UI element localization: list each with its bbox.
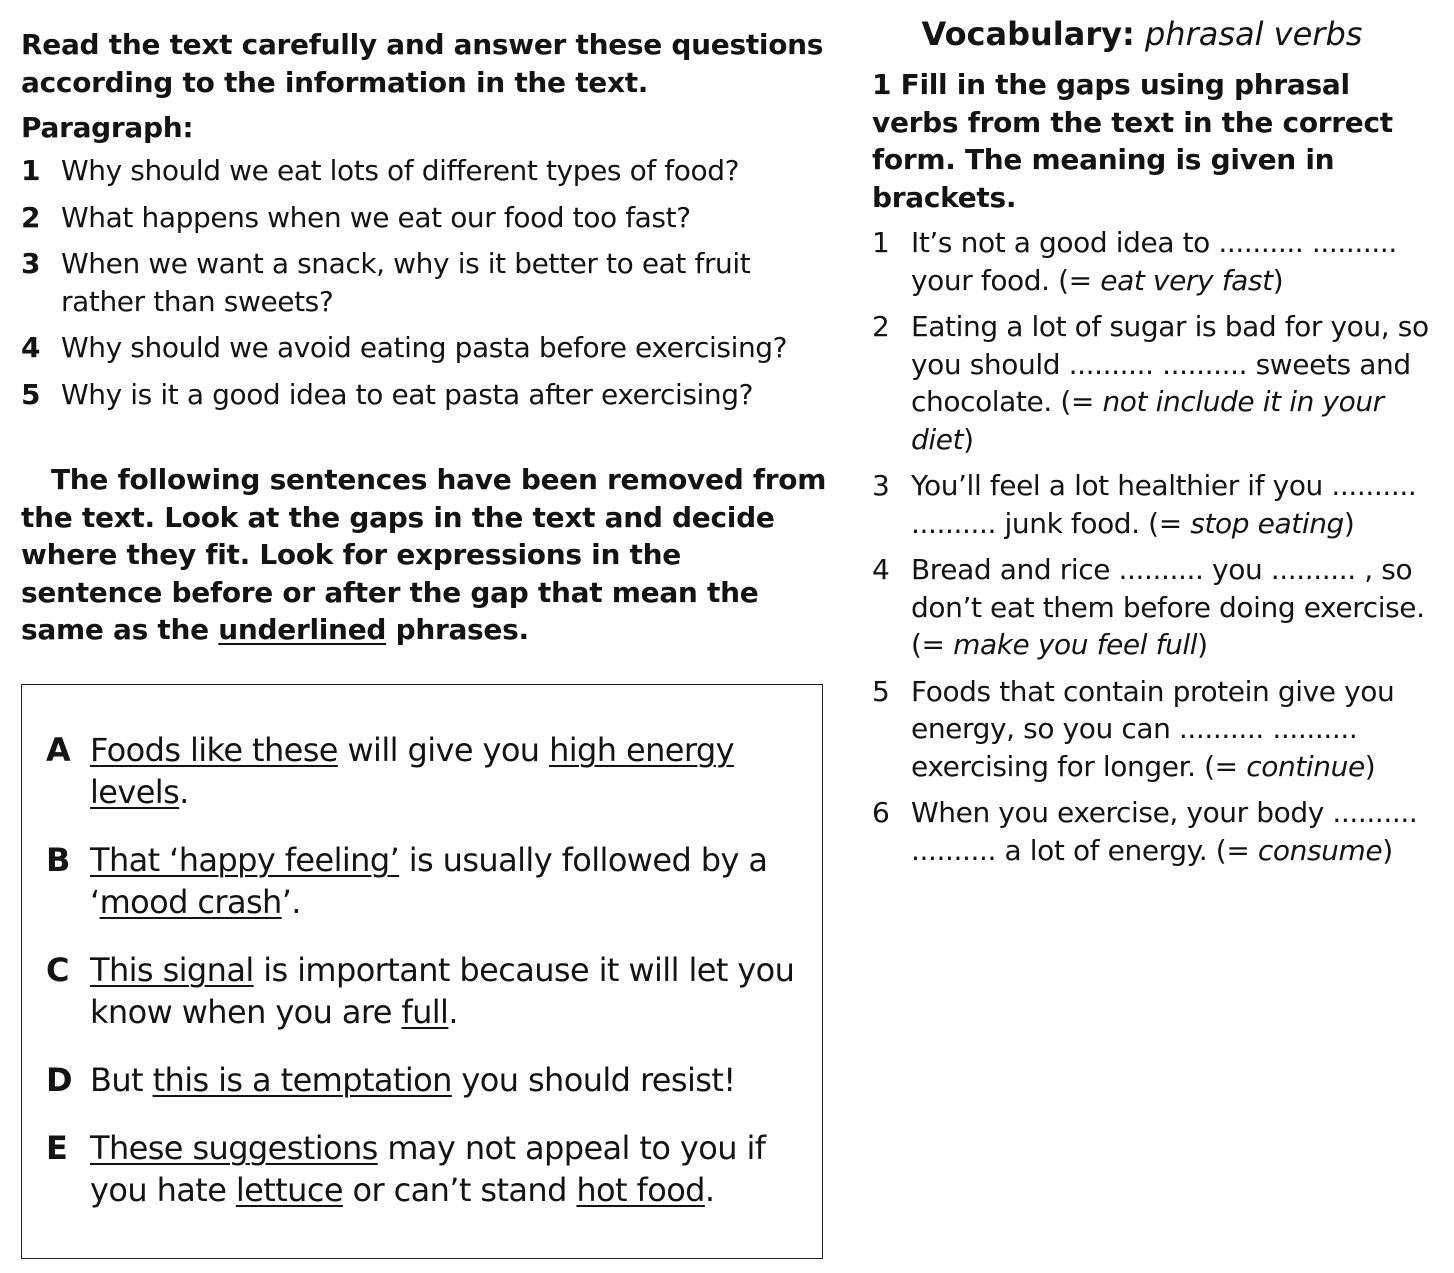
question-text: Why should we avoid eating pasta before exercising? — [61, 331, 788, 364]
vocabulary-item — [872, 224, 1442, 299]
question-number: 3 — [21, 247, 41, 280]
vocabulary-item — [872, 551, 1442, 664]
item-meaning: eat very fast — [1100, 263, 1273, 297]
underlined-phrase: lettuce — [235, 1171, 343, 1209]
item-number: 2 — [872, 310, 890, 343]
question-number: 2 — [21, 200, 41, 234]
removed-instruction-text: The following sentences have been removed from the text. Look at the gaps in the text and decide where they fit. Look for expressions in the sentence before or after the gap that mean the same as the — [21, 463, 827, 646]
sentence-text: may not appeal to you if you hate — [90, 1129, 766, 1209]
question-number: 5 — [21, 377, 41, 411]
underlined-phrase: That ‘happy feeling’ — [90, 841, 400, 879]
sentence-letter: A — [46, 731, 71, 769]
removed-instruction-underlined: underlined — [218, 613, 387, 646]
sentence-letter: E — [46, 1129, 68, 1167]
item-text: Foods that contain protein give you energy, so you can .......... .......... exercising for longer. (= — [911, 674, 1395, 783]
sentence-text: will give you — [337, 731, 550, 769]
question-item — [21, 152, 831, 190]
item-meaning: stop eating — [1190, 506, 1344, 540]
question-list — [21, 152, 831, 413]
vocabulary-subtitle: phrasal verbs — [1144, 15, 1363, 53]
sentence-text: But — [90, 1061, 153, 1099]
vocabulary-title: Vocabulary: — [921, 15, 1135, 53]
questions-section — [21, 26, 831, 649]
sentence-item-e — [46, 1127, 816, 1211]
vocabulary-item — [872, 467, 1442, 542]
item-text: It’s not a good idea to .......... .......... your food. (= — [911, 226, 1397, 297]
sentence-text: . — [179, 773, 189, 811]
vocabulary-instruction: 1 Fill in the gaps using phrasal verbs from the text in the correct form. The meaning is given in brackets. — [872, 68, 1393, 214]
item-close: ) — [1364, 749, 1376, 783]
sentence-item-c — [46, 949, 816, 1033]
question-item — [21, 376, 831, 414]
reading-instruction-line2: according to the information in the text. — [21, 65, 649, 99]
question-item — [21, 245, 831, 320]
vocabulary-item — [872, 673, 1442, 786]
item-close: ) — [963, 422, 974, 456]
item-text: When you exercise, your body .......... .......... a lot of energy. (= — [911, 796, 1418, 867]
item-number: 1 — [872, 226, 890, 259]
reading-instruction — [21, 26, 831, 101]
sentence-item-d — [46, 1059, 816, 1101]
sentence-text: . — [448, 993, 458, 1031]
vocabulary-item — [872, 794, 1442, 869]
underlined-phrase: mood crash — [99, 883, 282, 921]
removed-instruction-end: phrases. — [386, 613, 529, 646]
question-text: When we want a snack, why is it better to eat fruit rather than sweets? — [61, 247, 751, 318]
vocabulary-list — [872, 224, 1442, 869]
sentence-text: . — [704, 1171, 715, 1209]
paragraph-label: Paragraph: — [21, 111, 194, 144]
item-text: Bread and rice .......... you .......... , so don’t eat them before doing exercise. (= — [911, 553, 1425, 661]
underlined-phrase: full — [401, 993, 449, 1031]
item-number: 6 — [872, 796, 890, 829]
reading-instruction-line1: Read the text carefully and answer these questions — [21, 28, 824, 61]
question-number: 4 — [21, 331, 41, 364]
vocabulary-section — [872, 14, 1442, 878]
item-close: ) — [1272, 263, 1284, 297]
question-item — [21, 199, 831, 237]
item-meaning: not include it in your diet — [911, 385, 1384, 456]
underlined-phrase: this is a temptation — [152, 1061, 452, 1099]
question-text: Why should we eat lots of different types of food? — [61, 154, 740, 187]
underlined-phrase: high energy levels — [90, 731, 734, 811]
underlined-phrase: This signal — [90, 951, 254, 989]
sentence-letter: D — [46, 1061, 72, 1099]
item-number: 3 — [872, 469, 890, 502]
item-close: ) — [1382, 833, 1393, 867]
underlined-phrase: hot food — [576, 1171, 705, 1209]
sentence-list — [46, 729, 816, 1237]
question-text: What happens when we eat our food too fast? — [61, 200, 691, 234]
item-number: 4 — [872, 553, 890, 586]
sentence-text: ’. — [281, 883, 301, 921]
removed-sentences-instruction — [21, 461, 831, 649]
sentence-letter: B — [46, 841, 70, 879]
sentence-text: is important because it will let you know when you are — [90, 951, 795, 1031]
item-number: 5 — [872, 674, 890, 708]
question-text: Why is it a good idea to eat pasta after exercising? — [61, 377, 754, 411]
question-number: 1 — [21, 154, 41, 187]
item-close: ) — [1197, 628, 1208, 661]
sentence-item-a — [46, 729, 816, 813]
vocabulary-heading — [872, 14, 1442, 54]
item-text: You’ll feel a lot healthier if you .......... .......... junk food. (= — [911, 469, 1417, 540]
sentence-text: or can’t stand — [342, 1171, 577, 1209]
sentence-letter: C — [46, 951, 69, 989]
removed-sentences-box — [21, 684, 823, 1259]
underlined-phrase: These suggestions — [90, 1129, 378, 1167]
item-meaning: make you feel full — [953, 628, 1198, 661]
item-meaning: continue — [1246, 749, 1365, 783]
sentence-item-b — [46, 839, 816, 923]
sentence-text: you should resist! — [451, 1061, 736, 1099]
question-item — [21, 329, 831, 367]
item-meaning: consume — [1257, 833, 1383, 867]
item-text: Eating a lot of sugar is bad for you, so you should .......... .......... sweets and chocolate. (= — [911, 310, 1429, 418]
item-close: ) — [1343, 506, 1355, 540]
vocabulary-item — [872, 308, 1442, 458]
sentence-text: is usually followed by a ‘ — [90, 841, 768, 921]
underlined-phrase: Foods like these — [90, 731, 338, 769]
